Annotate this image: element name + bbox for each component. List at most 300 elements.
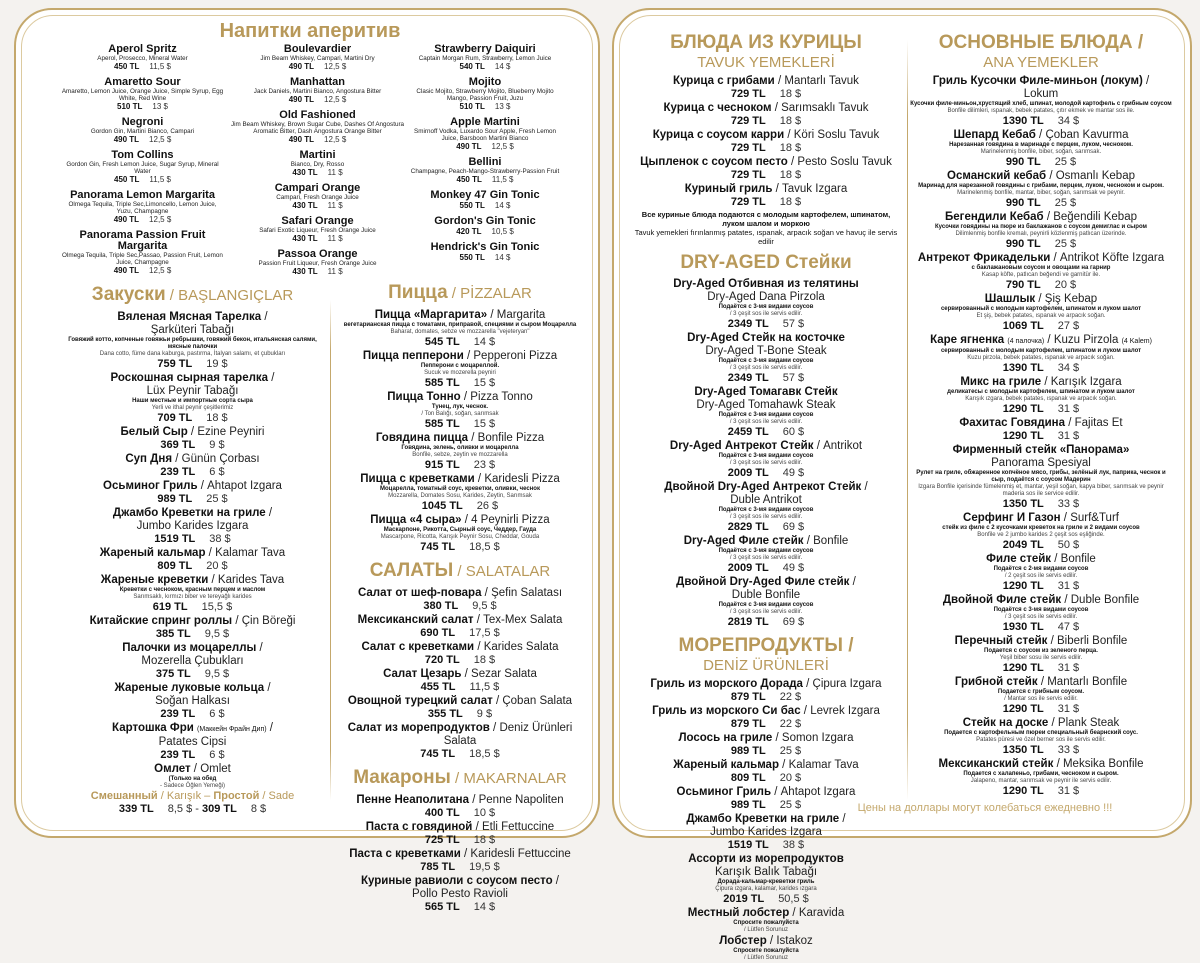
dish-name <box>910 75 1172 101</box>
dish-name-ru: Dry-Aged Стейк на косточке <box>687 332 845 344</box>
section-title-ru: Пицца <box>388 282 448 303</box>
dish-name <box>910 252 1172 265</box>
dish-name <box>632 759 900 772</box>
dish-name-ru: Осьминог Гриль <box>676 786 772 798</box>
name-separator: / <box>784 129 794 141</box>
name-separator: / <box>190 763 201 775</box>
menu-item <box>60 615 325 641</box>
price-tl: 2829 TL <box>727 521 769 533</box>
dish-name-tr: Çoban Kavurma <box>1045 129 1129 141</box>
dish-description-ru: Кусочки говядины на пюре из баклажанов с соусом демиглас и сыром <box>935 224 1147 230</box>
drink-price <box>60 215 225 224</box>
price-usd: 10,5 $ <box>491 227 514 236</box>
drink-ingredients: Campari, Fresh Orange Juice <box>276 194 359 201</box>
dish-description-tr: / Mantar sos ile servis edilir. <box>1004 696 1078 702</box>
menu-item <box>335 514 585 554</box>
price-fluctuation-note: Цены на доллары могут колебаться ежедневно !!! <box>857 802 1113 814</box>
price-tl: 729 TL <box>730 88 766 100</box>
price-usd: 12,5 $ <box>149 215 172 224</box>
name-separator: / <box>774 75 785 87</box>
drink-ingredients: Olmega Tequila, Triple Sec,Passao, Passion Fruit, Lemon Juice, Champagne <box>62 252 223 266</box>
dish-name-tr: Biberli Bonfile <box>1057 635 1128 647</box>
dish-name <box>632 129 900 142</box>
dish-name <box>632 732 900 745</box>
price-separator: - <box>192 803 202 815</box>
drink-name-text: Safari Orange <box>281 215 354 227</box>
dish-name <box>910 376 1172 389</box>
dish-description-tr: Çipura ızgara, kalamar, karides ızgara <box>715 886 817 892</box>
menu-item <box>335 614 585 640</box>
dish-price <box>910 320 1172 333</box>
price-usd: 6 $ <box>209 466 225 478</box>
drink-price <box>410 102 560 111</box>
aperitif-column <box>60 44 225 282</box>
price-usd: 69 $ <box>782 616 805 628</box>
drink-name-text: Bellini <box>468 156 502 168</box>
name-separator: / <box>1142 75 1150 87</box>
dish-name-ru: Картошка Фри <box>112 722 194 734</box>
menu-item <box>910 334 1172 375</box>
dish-name <box>910 417 1172 430</box>
dish-description-tr: Et şiş, bebek patates, ıspanak ve arpacık soğan. <box>976 313 1106 319</box>
dish-name-tr: Mozerella Çubukları <box>141 655 244 667</box>
dish-price <box>910 785 1172 798</box>
drink-item <box>225 44 410 71</box>
price-usd: 13 $ <box>494 102 511 111</box>
drink-price <box>60 102 225 111</box>
dish-price <box>335 681 585 694</box>
price-tl: 510 TL <box>117 102 143 111</box>
dish-description-ru: Говяжий котто, копченые говяжьи ребрышки, говяжий бекон, итальянская салями, мясные палочки <box>68 337 317 350</box>
drink-name <box>60 230 225 252</box>
price-tl: 990 TL <box>1005 197 1041 209</box>
drink-price <box>410 253 560 262</box>
price-tl: 1519 TL <box>154 533 196 545</box>
dish-name-ru: Османский кебаб <box>947 170 1047 182</box>
price-tl: 430 TL <box>292 267 318 276</box>
price-usd: 14 $ <box>494 62 511 71</box>
dish-name-ru: Лобстер <box>719 935 767 947</box>
price-tl: 510 TL <box>459 102 485 111</box>
drink-ingredients: Jim Beam Whiskey, Campari, Martini Dry <box>260 55 375 62</box>
menu-item <box>335 309 585 349</box>
dish-description-ru: Подаётся с 3-мя видами соусов <box>993 607 1089 613</box>
dish-name-tr: Köri Soslu Tavuk <box>793 129 880 141</box>
drink-name <box>410 216 560 227</box>
drink-ingredients: Smirnoff Vodka, Luxardo Sour Apple, Fresh Lemon Juice, Barsboon Martini Bianco <box>414 128 556 142</box>
price-usd: 9 $ <box>209 439 225 451</box>
dish-name-tr: Jumbo Karides Izgara <box>710 826 822 838</box>
dish-name-tr: Penne Napoliten <box>478 794 564 806</box>
dish-name <box>632 156 900 169</box>
dish-description-tr: Kasap köfte, patlıcan beğendi ve garnitür ile. <box>981 272 1101 278</box>
price-usd: 11,5 $ <box>149 175 171 184</box>
dish-name <box>60 722 325 749</box>
price-usd: 25 $ <box>1054 156 1077 168</box>
dish-name-ru: Микс на гриле <box>960 376 1042 388</box>
dish-description-tr: Marinelenmiş bonfile, mantar, biber, soğan, sarımsak ve peynir. <box>957 190 1125 196</box>
dish-description-tr: / Lütfen Sorunuz <box>743 927 789 933</box>
dish-name-ru: Жареные креветки <box>100 574 209 586</box>
price-tl: 879 TL <box>730 718 766 730</box>
drink-item <box>410 117 560 151</box>
menu-item <box>632 481 900 534</box>
drink-name-text: Amaretto Sour <box>104 76 181 88</box>
name-separator: / <box>268 372 275 384</box>
price-usd: 11,5 $ <box>491 175 514 184</box>
dish-name-ru: Шашлык <box>984 293 1036 305</box>
price-tl: 450 TL <box>114 175 140 184</box>
price-tl: 725 TL <box>424 834 460 846</box>
price-tl: 2819 TL <box>727 616 769 628</box>
dish-name-ru: Пицца «4 сыра» <box>370 514 462 526</box>
menu-item <box>60 453 325 479</box>
price-usd: 25 $ <box>779 799 802 811</box>
price-usd: 12,5 $ <box>149 135 172 144</box>
dish-name <box>335 587 585 600</box>
dish-name <box>335 722 585 748</box>
price-tl: 450 TL <box>114 62 140 71</box>
dish-price <box>632 169 900 182</box>
price-tl: 1069 TL <box>1002 320 1044 332</box>
dish-description-tr: / Lütfen Sorunuz <box>743 955 789 961</box>
dish-name-tr: Çin Böreği <box>241 615 296 627</box>
drink-item <box>225 249 410 276</box>
dish-description-ru: Кусочки филе-миньон,хрустящий хлеб, шпинат, молодой картофель с грибным соусом <box>910 101 1172 107</box>
dish-price <box>60 412 325 425</box>
dish-portion-tr: (4 Kalem) <box>1121 338 1152 345</box>
price-tl: 729 TL <box>730 196 766 208</box>
menu-section-snacks <box>60 284 325 816</box>
menu-item <box>60 722 325 762</box>
dish-name <box>335 614 585 627</box>
drink-name-text: Hendrick's Gin Tonic <box>430 241 540 253</box>
dish-name-tr: Duble Bonfile <box>731 589 801 601</box>
price-tl: 239 TL <box>160 708 196 720</box>
dish-name-ru: Филе стейк <box>986 553 1052 565</box>
price-usd: 9 $ <box>476 708 493 720</box>
dish-name-tr: Panorama Spesiyal <box>991 457 1091 469</box>
menu-item <box>632 907 900 934</box>
name-separator: / <box>1065 417 1075 429</box>
price-tl: 369 TL <box>160 439 196 451</box>
name-separator: / <box>1035 293 1045 305</box>
dish-name-ru: Стейк на доске <box>962 717 1049 729</box>
dish-price <box>910 498 1172 511</box>
dish-price <box>632 372 900 385</box>
dish-name-tr: Somon Izgara <box>781 732 854 744</box>
dish-name <box>910 635 1172 648</box>
price-usd: 25 $ <box>1054 197 1077 209</box>
price-usd: 18 $ <box>779 196 802 208</box>
price-usd: 31 $ <box>1057 430 1080 442</box>
dish-description-tr: Karışık ızgara, bebek patates, ıspanak ve arpacık soğan. <box>965 396 1117 402</box>
dish-name-tr: Soğan Halkası <box>155 695 230 707</box>
dish-name-tr: Sarımsaklı Tavuk <box>781 102 869 114</box>
menu-item <box>335 668 585 694</box>
dish-name-ru: Лосось на гриле <box>678 732 773 744</box>
drink-name-text: Passoa Orange <box>277 248 358 260</box>
section-note-ru: Все куриные блюда подаются с молодым картофелем, шпинатом, луком шалом и моркою <box>641 210 891 228</box>
name-separator: / <box>778 759 789 771</box>
drink-ingredients: Aperol, Prosecco, Mineral Water <box>97 55 188 62</box>
drink-name-text: Strawberry Daiquiri <box>434 43 536 55</box>
menu-section-chicken <box>632 32 900 246</box>
dish-price <box>910 662 1172 675</box>
price-usd: 31 $ <box>1057 662 1080 674</box>
dish-name <box>335 432 585 445</box>
menu-item <box>632 759 900 785</box>
dish-name <box>910 211 1172 224</box>
dish-name <box>910 676 1172 689</box>
dish-name-ru: Осьминог Гриль <box>103 480 198 492</box>
section-title-tr: DENİZ ÜRÜNLERİ <box>703 657 829 674</box>
dish-name-ru: Мексиканский стейк <box>938 758 1054 770</box>
name-separator: / <box>1037 676 1048 688</box>
price-usd: 50 $ <box>1057 539 1080 551</box>
name-separator: / <box>803 535 814 547</box>
drink-name <box>225 249 410 260</box>
section-title-ru: САЛАТЫ <box>369 560 454 581</box>
name-separator: / <box>1050 252 1060 264</box>
dish-name-tr: Beğendili Kebap <box>1053 211 1137 223</box>
dish-name-tr: Fajitas Et <box>1074 417 1123 429</box>
price-usd-mixed: 8,5 $ <box>167 803 193 815</box>
drink-name <box>60 150 225 161</box>
name-separator: / <box>802 678 813 690</box>
dish-name-ru: Фирменный стейк «Панорама» <box>952 444 1130 456</box>
menu-item <box>335 641 585 667</box>
section-title-tr: BAŞLANGIÇLAR <box>178 287 294 304</box>
price-tl: 585 TL <box>424 418 460 430</box>
drink-ingredients: Bianco, Dry, Rosso <box>290 161 345 168</box>
dish-name-ru: Роскошная сырная тарелка <box>110 372 269 384</box>
dish-price <box>632 772 900 785</box>
dish-name <box>632 935 900 948</box>
price-tl: 2049 TL <box>1002 539 1044 551</box>
name-separator: / <box>172 453 182 465</box>
menu-item <box>910 211 1172 251</box>
dish-name <box>632 813 900 839</box>
menu-item <box>632 102 900 128</box>
dish-name-tr: Deniz Ürünleri Salata <box>443 722 573 747</box>
dish-description-ru: Подаётся с 3-мя видами соусов <box>718 304 814 310</box>
aperitif-column <box>225 44 410 282</box>
price-usd: 57 $ <box>782 372 805 384</box>
drink-name-text: Apple Martini <box>450 116 520 128</box>
dish-description-ru: сервированный с молодым картофелем, шпинатом и луком шалот <box>940 306 1142 312</box>
section-title <box>910 32 1172 71</box>
dish-name <box>335 309 585 322</box>
dish-description-ru: Подаётся с 3-мя видами соусов <box>718 453 814 459</box>
price-tl: 545 TL <box>424 336 460 348</box>
section-title <box>632 252 900 274</box>
drink-item <box>410 190 560 210</box>
dish-description-tr: - Sadece Öğlen Yemeği) <box>159 783 226 789</box>
drink-name <box>410 117 560 128</box>
dish-price <box>632 839 900 852</box>
price-tl: 490 TL <box>113 215 140 224</box>
dish-name-ru: Курица с грибами <box>673 75 775 87</box>
dish-name-ru: Грибной стейк <box>954 676 1038 688</box>
price-tl: 385 TL <box>155 628 191 640</box>
dish-name <box>910 334 1172 348</box>
price-tl: 729 TL <box>730 142 766 154</box>
dish-price <box>632 88 900 101</box>
dish-price <box>910 539 1172 552</box>
name-separator: / <box>208 574 218 586</box>
price-tl: 450 TL <box>456 175 482 184</box>
dish-name-tr: Tex-Mex Salata <box>483 614 563 626</box>
price-tl: 565 TL <box>424 901 460 913</box>
price-usd: 14 $ <box>494 201 511 210</box>
dish-name-tr: Karışık Izgara <box>1050 376 1122 388</box>
dish-description-tr: Jalapeno, mantar, sarımsak ve peynir ile servis edilir. <box>970 778 1112 784</box>
dish-price <box>60 708 325 721</box>
name-separator: / <box>1041 376 1051 388</box>
price-usd: 33 $ <box>1057 498 1080 510</box>
dish-price <box>910 238 1172 251</box>
dish-price <box>632 616 900 629</box>
drink-name-text: Tom Collins <box>111 149 174 161</box>
drink-ingredients: Olmega Tequila, Triple Sec,Limoncello, Lemon Juice, Yuzu, Champagne <box>68 201 217 215</box>
dish-name-ru: Пицца пепперони <box>362 350 464 362</box>
drink-item <box>60 150 225 184</box>
dish-description-ru: Спросите пожалуйста <box>733 920 799 926</box>
price-usd: 12,5 $ <box>324 95 347 104</box>
dish-description-tr: Mozzarella, Domates Sosu, Karides, Zeytin, Sarımsak <box>388 493 532 499</box>
price-tl: 720 TL <box>424 654 460 666</box>
dish-price <box>910 580 1172 593</box>
price-tl: 2019 TL <box>723 893 765 905</box>
dish-name-tr: Ahtapot Izgara <box>207 480 282 492</box>
dish-name-tr: Karışık Balık Tabağı <box>714 866 818 878</box>
drink-name-text: Boulevardier <box>283 43 352 55</box>
name-separator: / <box>766 935 777 947</box>
dish-name-ru: Антрекот Фрикадельки <box>917 252 1051 264</box>
drink-price <box>60 62 225 71</box>
dish-name-tr: Şiş Kebap <box>1044 293 1098 305</box>
dish-name-tr: Tavuk Izgara <box>782 183 848 195</box>
aperitifs-section <box>60 20 560 282</box>
dish-description-ru: Наши местные и импортные сорта сыра <box>132 398 253 404</box>
price-usd: 38 $ <box>782 839 805 851</box>
dish-name-ru: Dry-Aged Антрекот Стейк <box>669 440 814 452</box>
dish-price <box>910 403 1172 416</box>
dish-name <box>632 440 900 453</box>
dish-price <box>335 861 585 874</box>
menu-item <box>910 758 1172 798</box>
price-tl: 1930 TL <box>1002 621 1044 633</box>
dish-price <box>632 691 900 704</box>
section-title-tr: PİZZALAR <box>460 285 532 302</box>
price-tl: 879 TL <box>730 691 766 703</box>
dish-name <box>632 481 900 507</box>
dish-price <box>60 560 325 573</box>
price-usd: 25 $ <box>779 745 802 757</box>
price-usd: 22 $ <box>779 691 802 703</box>
dish-price <box>335 377 585 390</box>
dish-name <box>60 615 325 628</box>
dish-price <box>632 142 900 155</box>
price-usd: 17,5 $ <box>469 627 500 639</box>
dish-name-tr: Çoban Salata <box>502 695 573 707</box>
name-separator: / <box>861 481 868 493</box>
dish-price <box>60 466 325 479</box>
section-title <box>335 282 585 305</box>
section-title-tr: ANA YEMEKLER <box>983 54 1099 71</box>
price-tl: 585 TL <box>424 377 460 389</box>
dish-name-tr: Pesto Soslu Tavuk <box>797 156 892 168</box>
dish-name-tr: Kalamar Tava <box>788 759 859 771</box>
menu-item <box>632 440 900 480</box>
drink-name <box>60 190 225 201</box>
drink-price <box>60 135 225 144</box>
dish-name-tr: Plank Steak <box>1057 717 1120 729</box>
dish-name-tr: Bonfile <box>813 535 849 547</box>
drink-price <box>225 168 410 177</box>
dish-price <box>632 318 900 331</box>
drink-price <box>225 95 410 104</box>
menu-section-mains <box>910 32 1172 798</box>
price-tl: 2349 TL <box>727 318 769 330</box>
dish-name-tr: Bonfile <box>1060 553 1096 565</box>
menu-item <box>60 311 325 371</box>
menu-section-pizza <box>335 560 585 761</box>
drink-item <box>60 230 225 275</box>
dish-name-ru: Пицца с креветками <box>360 473 475 485</box>
name-separator: / <box>463 350 474 362</box>
menu-item <box>632 935 900 962</box>
title-separator: / <box>450 770 464 787</box>
price-usd: 18 $ <box>473 654 496 666</box>
dish-name-ru: Палочки из моцареллы <box>122 642 257 654</box>
section-title-ru: Макароны <box>353 767 451 788</box>
price-tl: 430 TL <box>292 234 318 243</box>
dish-price <box>60 533 325 546</box>
dish-description-ru: Подается с халапеньо, грибами, чесноком и сыром. <box>963 771 1119 777</box>
dish-name <box>60 507 325 533</box>
name-separator: / <box>481 587 492 599</box>
name-separator: / <box>771 786 781 798</box>
dish-name <box>632 705 900 718</box>
section-title-ru: DRY-AGED Стейки <box>680 252 852 273</box>
menu-item <box>910 553 1172 593</box>
menu-item <box>335 722 585 761</box>
dish-name-tr: Lokum <box>1023 88 1059 100</box>
price-usd: 9,5 $ <box>472 600 497 612</box>
dish-price <box>335 654 585 667</box>
column-divider <box>330 300 331 800</box>
snacks-column <box>60 278 325 817</box>
name-separator: / <box>1051 553 1061 565</box>
price-usd: 15,5 $ <box>201 601 233 613</box>
price-tl: 1045 TL <box>421 500 463 512</box>
dish-name-tr: Duble Bonfile <box>1070 594 1140 606</box>
dish-description-ru: с баклажановым соусом и овощами на гарнир <box>971 265 1111 271</box>
dish-name <box>335 641 585 654</box>
dish-name-ru: Гриль Кусочки Филе-миньон (локум) <box>932 75 1143 87</box>
dish-price <box>910 362 1172 375</box>
price-usd: 33 $ <box>1057 744 1080 756</box>
menu-section-pizza <box>335 282 585 554</box>
dish-name-ru: Пицца Тонно <box>387 391 461 403</box>
dish-description-ru: Рулет на гриле, обжаренное копчёное мясо, грибы, зелёный лук, паприка, чеснок и сыр, подаётся с соусом Мадерин <box>916 470 1166 483</box>
section-note <box>632 210 900 246</box>
dish-price <box>910 744 1172 757</box>
dish-name-tr: Levrek Izgara <box>810 705 880 717</box>
price-tl: 1290 TL <box>1002 703 1044 715</box>
